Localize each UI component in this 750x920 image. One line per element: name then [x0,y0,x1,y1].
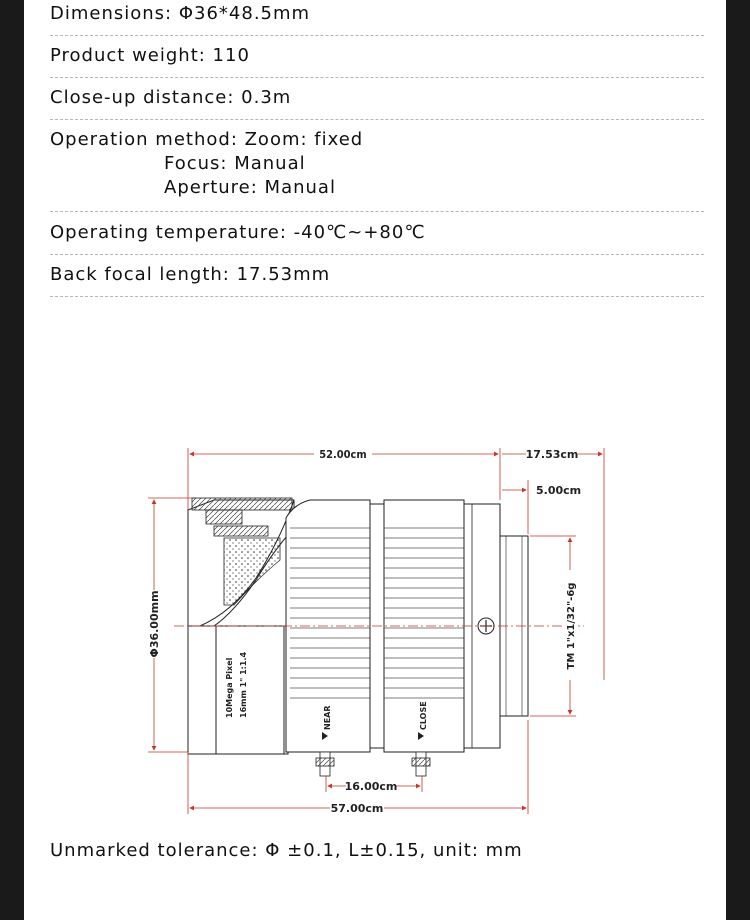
dim-back-focal-label: 17.53cm [525,448,579,461]
dashed-divider [50,77,704,78]
dim-flange-label: 5.00cm [536,484,582,497]
dim-diameter-label: Φ36.00mm [148,590,161,658]
lens-label-spec: 16mm 1" 1:1.4 [239,651,248,718]
aperture-ring-label: CLOSE [419,701,428,730]
spec-temperature: Operating temperature: -40℃~+80℃ [50,222,426,243]
spec-operation-line2: Focus: Manual [164,153,306,174]
spec-weight: Product weight: 110 [50,45,250,66]
focus-ring-label: NEAR [323,705,332,730]
dim-ring-gap-label: 16.00cm [344,780,398,793]
spec-closeup: Close-up distance: 0.3m [50,87,292,108]
dimension-flange [502,480,581,534]
lens-label-pixel: 10Mega Pixel [225,657,234,718]
dashed-divider [50,254,704,255]
dim-thread-label: TM 1"x1/32"-6g [566,582,577,670]
lens-technical-drawing [24,430,726,830]
dimension-ring-gap [326,776,422,793]
tolerance-note: Unmarked tolerance: Φ ±0.1, L±0.15, unit: mm [50,840,523,861]
spec-sheet [24,0,726,920]
dim-total-label: 57.00cm [330,802,384,815]
dashed-divider [50,35,704,36]
dashed-divider [50,119,704,120]
spec-operation [50,128,704,200]
spec-back-focal: Back focal length: 17.53mm [50,264,331,285]
spec-dimensions: Dimensions: Φ36*48.5mm [50,3,311,24]
dim-length-label: 52.00cm [319,448,367,461]
spec-operation-line3: Aperture: Manual [164,177,336,198]
dashed-divider [50,296,704,297]
lens-body [174,498,584,776]
dashed-divider [50,211,704,212]
spec-operation-line1: Operation method: Zoom: fixed [50,129,364,150]
